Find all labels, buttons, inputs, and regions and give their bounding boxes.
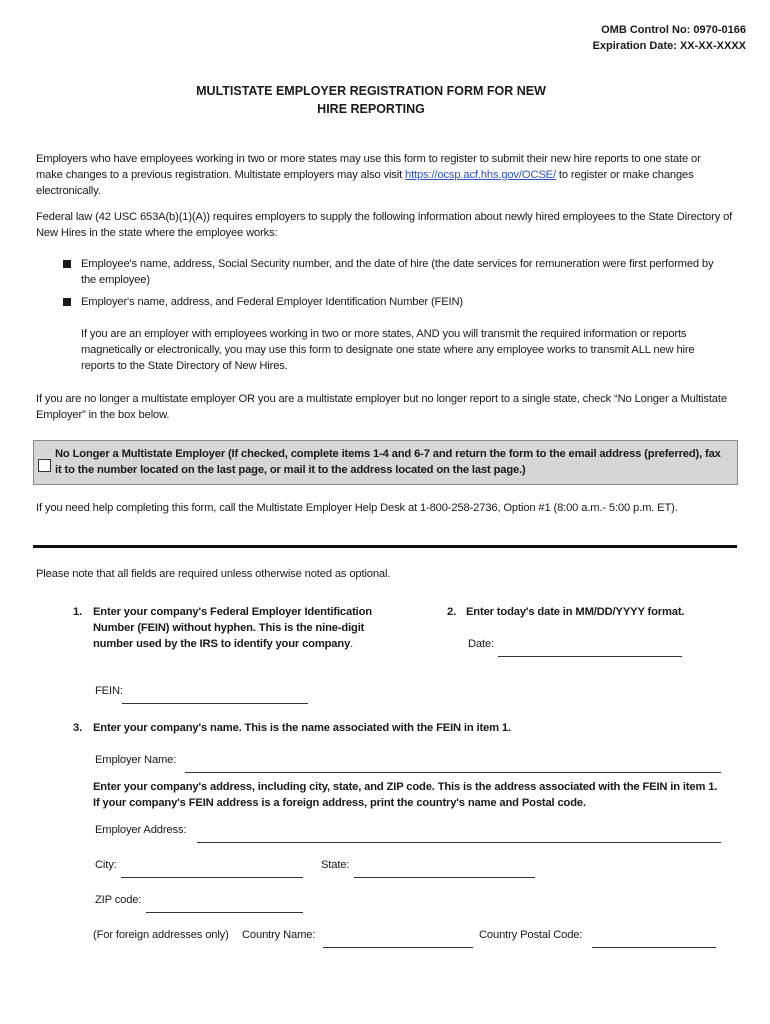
employer-name-input[interactable] xyxy=(185,753,721,773)
employer-address-input[interactable] xyxy=(197,823,721,843)
required-fields-note: Please note that all fields are required unless otherwise noted as optional. xyxy=(36,568,391,580)
zip-input[interactable] xyxy=(146,893,303,913)
fein-label: FEIN: xyxy=(95,685,123,697)
section-divider xyxy=(33,545,737,548)
item1-number: 1. xyxy=(73,606,83,618)
city-label: City: xyxy=(95,859,117,871)
intro-paragraph-2: Federal law (42 USC 653A(b)(1)(A)) requires employers to supply the following information about newly hired employees to the State Directory of New Hires in the state where the employee works: xyxy=(36,211,733,239)
bullet-item xyxy=(81,294,721,310)
employer-name-label: Employer Name: xyxy=(95,754,177,766)
no-longer-multistate-box xyxy=(33,440,738,485)
omb-header xyxy=(593,22,746,54)
item2-number: 2. xyxy=(447,606,457,618)
multistate-transmit-paragraph: If you are an employer with employees working in two or more states, AND you will transmit the required information or reports magnetically or electronically, you may use this form to designate one state where any employee works to transmit ALL new hire reports to the State Directory of New Hires. xyxy=(81,328,695,372)
item1-period: . xyxy=(350,638,354,650)
zip-label: ZIP code: xyxy=(95,894,142,906)
ocse-link[interactable]: https://ocsp.acf.hhs.gov/OCSE/ xyxy=(405,169,556,181)
item3-instruction: Enter your company's name. This is the name associated with the FEIN in item 1. xyxy=(93,722,511,734)
employer-address-label: Employer Address: xyxy=(95,824,187,836)
date-label: Date: xyxy=(468,638,494,650)
no-longer-multistate-checkbox[interactable] xyxy=(38,459,51,472)
bullet-square-icon xyxy=(63,260,71,268)
item2-instruction: Enter today's date in MM/DD/YYYY format. xyxy=(466,606,685,618)
intro-paragraph-3: If you are no longer a multistate employer OR you are a multistate employer but no longer report to a single state, check “No Longer a Multistate Employer” in the box below. xyxy=(36,393,727,421)
bullet-item xyxy=(81,256,721,288)
expiration-date: Expiration Date: XX-XX-XXXX xyxy=(592,40,746,52)
country-postal-code-label: Country Postal Code: xyxy=(479,929,583,941)
state-label: State: xyxy=(321,859,350,871)
help-desk-text: If you need help completing this form, call the Multistate Employer Help Desk at 1-800-258-2736, Option #1 (8:00 a.m.- 5:00 p.m. ET). xyxy=(36,502,678,514)
form-title xyxy=(0,82,742,118)
country-name-input[interactable] xyxy=(323,928,473,948)
bullet-text-employee: Employee's name, address, Social Security number, and the date of hire (the date services for remuneration were first performed by the employee) xyxy=(81,258,714,286)
foreign-address-note: (For foreign addresses only) xyxy=(93,929,229,941)
no-longer-multistate-label: No Longer a Multistate Employer (If checked, complete items 1-4 and 6-7 and return the form to the email address (preferred), fax it to the number located on the last page, or mail it to the address located on the last page.) xyxy=(55,448,721,476)
bullet-text-employer: Employer's name, address, and Federal Employer Identification Number (FEIN) xyxy=(81,296,463,308)
item1-instruction-text: Enter your company's Federal Employer Identification Number (FEIN) without hyphen. This is the nine-digit number used by the IRS to identify your company xyxy=(93,606,372,650)
bullet-square-icon xyxy=(63,298,71,306)
item1-instruction xyxy=(93,604,373,652)
country-postal-code-input[interactable] xyxy=(592,928,716,948)
country-name-label: Country Name: xyxy=(242,929,316,941)
item3-number: 3. xyxy=(73,722,83,734)
state-input[interactable] xyxy=(354,858,535,878)
fein-input[interactable] xyxy=(122,684,308,704)
form-title-line2: HIRE REPORTING xyxy=(317,102,425,116)
address-instruction: Enter your company's address, including city, state, and ZIP code. This is the address associated with the FEIN in item 1. If your company's FEIN address is a foreign address, print the country's name and Postal code. xyxy=(93,781,718,809)
form-title-line1: MULTISTATE EMPLOYER REGISTRATION FORM FOR NEW xyxy=(196,84,546,98)
omb-control-number: OMB Control No: 0970-0166 xyxy=(601,24,746,36)
date-input[interactable] xyxy=(498,637,682,657)
city-input[interactable] xyxy=(121,858,303,878)
intro-p1-text: Employers who have employees working in two or more states may use this form to register to submit their new hire reports to one state or make changes to a previous registration. Multistate employers may also visit xyxy=(36,153,701,181)
intro-p1-end: to register or make changes electronically. xyxy=(36,169,694,197)
intro-paragraph-1 xyxy=(36,151,726,199)
